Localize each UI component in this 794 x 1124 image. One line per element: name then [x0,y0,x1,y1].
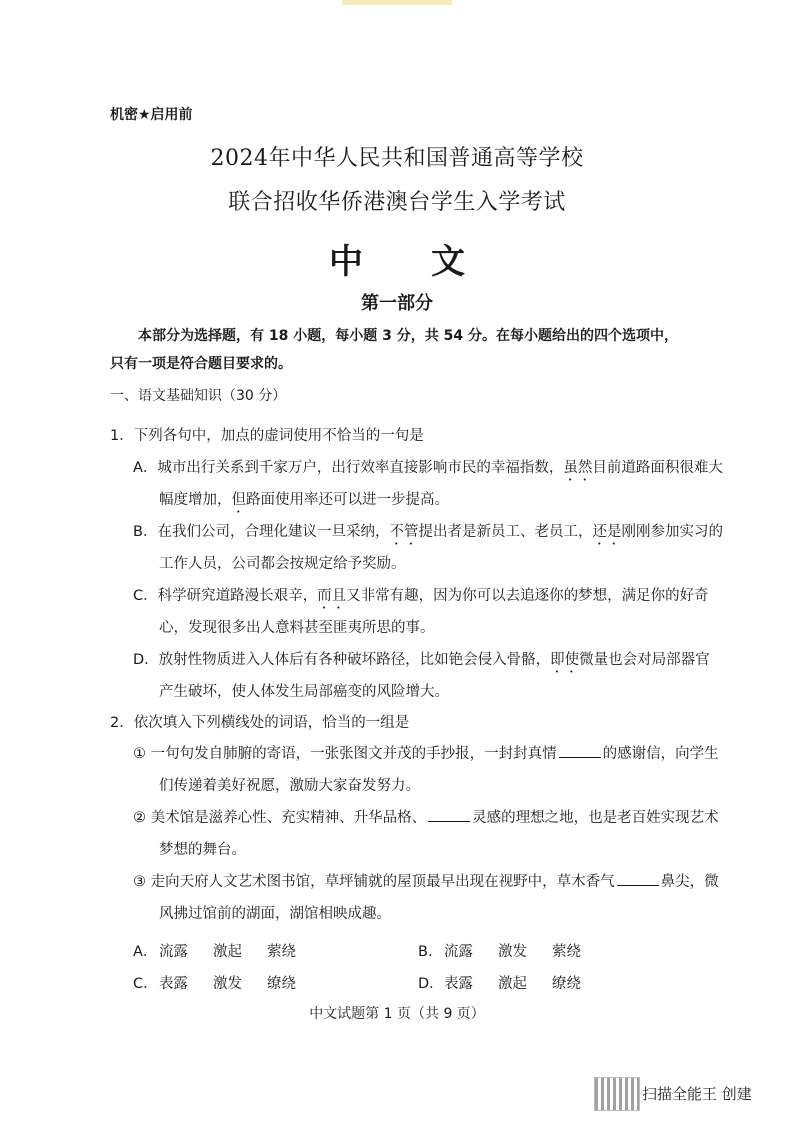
instructions-line1: 本部分为选择题，有 18 小题，每小题 3 分，共 54 分。在每小题给出的四个选项中， [138,328,678,344]
exam-title-line1: 2024年中华人民共和国普通高等学校 [210,146,584,171]
emphasized-word: 还是 [592,524,622,540]
q2-sentence-3: ③ 走向天府人文艺术图书馆，草坪铺就的屋顶最早出现在视野中，草木香气 鼻尖，微风拂过馆前的湖面，湖馆相映成趣。 [133,866,724,930]
sentence-number: ③ [133,874,146,890]
q1-option-c: C．科学研究道路漫长艰辛，而且又非常有趣，因为你可以去追逐你的梦想，满足你的好奇心，发现很多出人意料甚至匪夷所思的事。 [133,588,709,636]
watermark-text: 扫描全能王 创建 [642,1085,752,1103]
q2-option-a: A． 流露 激起 萦绕 [133,944,296,960]
q2-option-d: D．表露 激起 缭绕 [418,976,581,992]
top-edge-mark [342,0,452,5]
confidential-label: 机密★启用前 [110,107,193,123]
option-label: B． [133,524,158,540]
emphasized-word: 而且 [317,588,347,604]
question-1-stem: 1．下列各句中，加点的虚词使用不恰当的一句是 [110,428,424,444]
part-instructions [110,322,690,378]
scanner-watermark [594,1077,774,1109]
emphasized-word: 不管 [389,524,419,540]
fill-blank [428,807,470,822]
q1-option-a: A．城市出行关系到千家万户，出行效率直接影响市民的幸福指数，虽然目前道路面积很难大幅度增加，但路面使用率还可以进一步提高。 [133,460,723,508]
qr-code-icon [594,1077,640,1111]
option-label: C． [133,588,158,604]
q2-option-b: B． 流露 激发 萦绕 [418,944,581,960]
option-label: A． [133,460,158,476]
q2-sentence-2: ② 美术馆是滋养心性、充实精神、升华品格、 灵感的理想之地，也是老百姓实现艺术梦想的舞台。 [133,802,724,866]
fill-blank [559,743,601,758]
emphasized-word: 但 [231,492,246,508]
sentence-number: ① [133,746,146,762]
fill-blank [617,871,659,886]
subject-title: 中文 [329,242,533,282]
q1-option-d: D．放射性物质进入人体后有各种破坏路径，比如铯会侵入骨骼，即使微量也会对局部器官产生破坏，使人体发生局部癌变的风险增大。 [133,652,710,700]
instructions-line2: 只有一项是符合题目要求的。 [110,356,292,372]
q2-option-c: C．表露 激发 缭绕 [133,976,296,992]
page-footer: 中文试题第 1 页（共 9 页） [309,1006,485,1022]
sentence-number: ② [133,810,146,826]
part-title: 第一部分 [361,293,433,314]
option-label: D． [133,652,159,668]
q2-sentence-1: ① 一句句发自肺腑的寄语，一张张图文并茂的手抄报，一封封真情 的感谢信，向学生们传递着美好祝愿，激励大家奋发努力。 [133,738,724,802]
q1-option-b: B．在我们公司，合理化建议一旦采纳，不管提出者是新员工、老员工，还是刚刚参加实习的工作人员，公司都会按规定给予奖励。 [133,524,723,572]
exam-title-line2: 联合招收华侨港澳台学生入学考试 [228,190,566,215]
emphasized-word: 即使 [550,652,580,668]
emphasized-word: 虽然 [563,460,593,476]
question-2-stem: 2．依次填入下列横线处的词语，恰当的一组是 [110,715,410,731]
section-heading: 一、语文基础知识（30 分） [110,388,287,404]
